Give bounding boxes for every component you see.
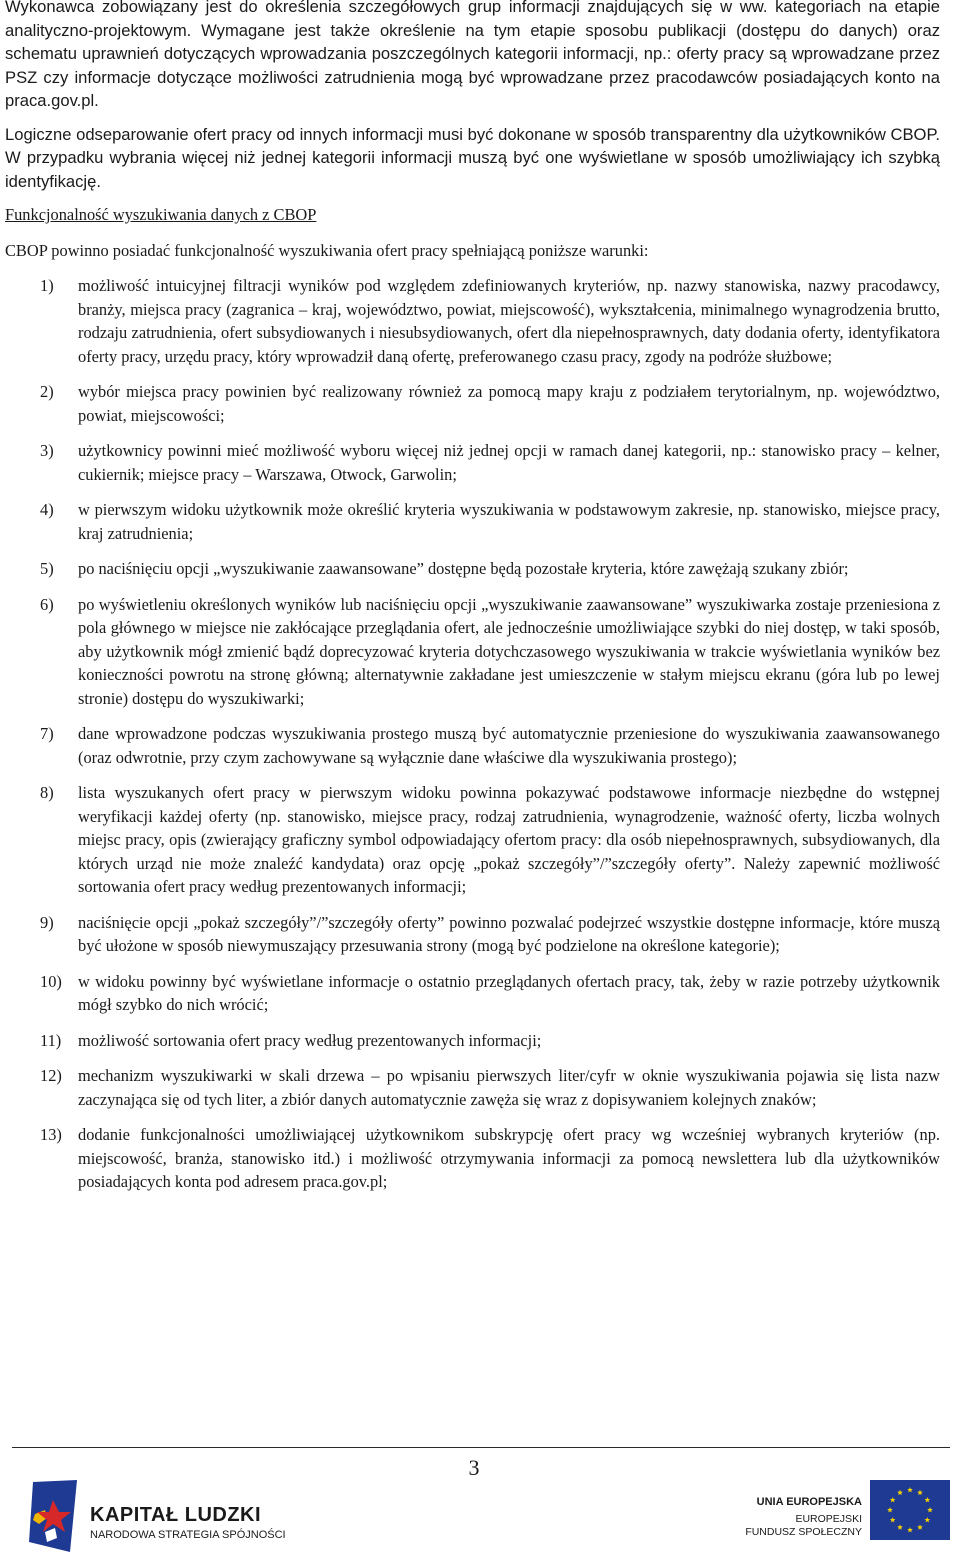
section-lead: CBOP powinno posiadać funkcjonalność wyszukiwania ofert pracy spełniającą poniższe warunki: <box>5 240 649 260</box>
item-text: możliwość sortowania ofert pracy według prezentowanych informacji; <box>78 1030 542 1050</box>
item-text: dane wprowadzone podczas wyszukiwania prostego muszą być automatycznie przeniesione do wyszukiwania zaawansowanego (oraz odwrotnie, przy czym zachowywane są wyłącznie dane właściwe dla wyszukiwania prostego); <box>78 724 940 767</box>
requirements-list <box>5 274 940 1194</box>
item-text: naciśnięcie opcji „pokaż szczegóły”/”szczegóły oferty” powinno pozwalać podejrzeć wszystkie dostępne informacje, które muszą być ułożone w sposób niewymuszający przesuwania strony (mogą być podzielone na określone kategorie); <box>78 912 940 955</box>
list-item <box>5 498 940 545</box>
item-number: 10) <box>40 971 62 991</box>
item-text: mechanizm wyszukiwarki w skali drzewa – po wpisaniu pierwszych liter/cyfr w oknie wyszukiwania pojawia się lista nazw zaczynająca się od tych liter, a zbiór danych automatycznie zawęża się wraz z dopisywaniem kolejnych znaków; <box>78 1066 940 1109</box>
item-text: wybór miejsca pracy powinien być realizowany również za pomocą mapy kraju z podziałem terytorialnym, np. województwo, powiat, miejscowości; <box>78 382 940 425</box>
item-text: dodanie funkcjonalności umożliwiającej użytkownikom subskrypcję ofert pracy wg wcześniej wybranych kryteriów (np. miejscowość, branża, stanowisko itd.) i możliwość otrzymywania informacji za pomocą newslettera lub dla użytkowników posiadających konta pod adresem praca.gov.pl; <box>78 1125 940 1191</box>
page-number: 3 <box>468 1455 480 1480</box>
item-number: 1) <box>40 276 54 295</box>
list-item <box>5 1123 940 1194</box>
footer-divider <box>12 1447 950 1448</box>
item-number: 7) <box>40 724 54 743</box>
item-text: użytkownicy powinni mieć możliwość wyboru więcej niż jednej opcji w ramach danej kategorii, np.: stanowisko pracy – kelner, cukiernik; miejsce pracy – Warszawa, Otwock, Garwolin; <box>78 441 940 484</box>
intro-paragraph-2: Logiczne odseparowanie ofert pracy od innych informacji musi być dokonane w sposób transparentny dla użytkowników CBOP. W przypadku wybrania więcej niż jednej kategorii informacji muszą być one wyświetlane w sposób umożliwiający ich szybką identyfikację. <box>5 124 940 191</box>
eu-flag-icon <box>870 1480 950 1540</box>
item-number: 3) <box>40 441 54 460</box>
kapital-ludzki-subtitle: NARODOWA STRATEGIA SPÓJNOŚCI <box>90 1529 286 1541</box>
section-heading: Funkcjonalność wyszukiwania danych z CBOP <box>5 205 317 224</box>
intro-paragraph-1: Wykonawca zobowiązany jest do określenia szczegółowych grup informacji znajdujących się w ww. kategoriach na etapie analityczno-projektowym. Wymagane jest także określenie na tym etapie sposobu publikacji (dostępu do danych) oraz schematu uprawnień dotyczących wprowadzania poszczególnych kategorii informacji, np.: oferty pracy są wprowadzane przez PSZ czy informacje dotyczące możliwości zatrudnienia mogą być wprowadzane przez pracodawców posiadających konto na praca.gov.pl. <box>5 0 940 110</box>
item-number: 6) <box>40 594 54 614</box>
list-item <box>5 593 940 711</box>
kapital-ludzki-emblem-icon <box>25 1472 85 1557</box>
list-item <box>5 1064 940 1111</box>
kapital-ludzki-title: KAPITAŁ LUDZKI <box>90 1504 262 1526</box>
item-number: 9) <box>40 912 54 932</box>
list-item <box>5 1029 940 1053</box>
eu-logo-line1: UNIA EUROPEJSKA <box>756 1496 862 1508</box>
list-item <box>5 557 940 581</box>
list-item <box>5 439 940 486</box>
kapital-ludzki-logo <box>25 1472 305 1557</box>
eu-logo-line2: EUROPEJSKI <box>795 1513 862 1525</box>
eu-social-fund-logo <box>730 1480 950 1555</box>
eu-logo-line3: FUNDUSZ SPOŁECZNY <box>745 1526 862 1538</box>
item-text: w pierwszym widoku użytkownik może określić kryteria wyszukiwania w podstawowym zakresie, np. stanowisko, miejsce pracy, kraj zatrudnienia; <box>78 500 940 543</box>
list-item <box>5 722 940 769</box>
list-item <box>5 781 940 899</box>
list-item <box>5 274 940 368</box>
list-item <box>5 911 940 958</box>
item-text: w widoku powinny być wyświetlane informacje o ostatnio przeglądanych ofertach pracy, tak, żeby w razie potrzeby użytkownik mógł szybko do nich wrócić; <box>78 971 940 1014</box>
item-number: 2) <box>40 382 54 401</box>
item-number: 5) <box>40 559 54 578</box>
item-text: lista wyszukanych ofert pracy w pierwszym widoku powinna pokazywać podstawowe informacje niezbędne do wstępnej weryfikacji każdej oferty (np. stanowisko, miejsce pracy, rodzaj zatrudnienia, wynagrodzenie, ważność oferty, liczba wolnych miejsc pracy, opis (zwierający graficzny symbol odpowiadający ofertom pracy: dla osób niepełnosprawnych, subsydiowanych, dla których urząd nie może znaleźć kandydata) oraz opcję „pokaż szczegóły”/”szczegóły oferty”. Należy zapewnić możliwość sortowania ofert pracy według prezentowanych informacji; <box>78 783 940 896</box>
item-number: 8) <box>40 783 54 802</box>
item-number: 13) <box>40 1125 62 1144</box>
list-item <box>5 970 940 1017</box>
item-text: po wyświetleniu określonych wyników lub naciśnięciu opcji „wyszukiwanie zaawansowane” wyszukiwarka zostaje przeniesiona z pola głównego w miejsce nie zakłócające przeglądania ofert, ale jednocześnie umożliwiające szybki do niej dostęp, w taki sposób, aby użytkownik mógł zmienić bądź doprecyzować kryteria dotychczasowego wyszukiwania w trakcie wyświetlania wyników bez konieczności powrotu na stronę główną; alternatywnie zakładane jest umieszczenie w stałym miejscu ekranu (góra lub po lewej stronie) dostępu do wyszukiwarki; <box>78 594 940 708</box>
item-text: po naciśnięciu opcji „wyszukiwanie zaawansowane” dostępne będą pozostałe kryteria, które zawężają szukany zbiór; <box>78 559 849 578</box>
text-body <box>5 0 940 1206</box>
item-text: możliwość intuicyjnej filtracji wyników pod względem zdefiniowanych kryteriów, np. nazwy stanowiska, nazwy pracodawcy, branży, miejsca pracy (zagranica – kraj, województwo, powiat, miejscowość), wykształcenia, minimalnego wynagrodzenia brutto, rodzaju zatrudnienia, ofert subsydiowanych i niesubsydiowanych, ofert dla niepełnosprawnych, daty dodania oferty, identyfikatora oferty pracy, urzędu pracy, który wprowadził daną ofertę, preferowanego czasu pracy, zgody na podróże służbowe; <box>78 276 940 366</box>
list-item <box>5 380 940 427</box>
item-number: 4) <box>40 500 54 519</box>
item-number: 11) <box>40 1030 62 1050</box>
item-number: 12) <box>40 1066 62 1085</box>
